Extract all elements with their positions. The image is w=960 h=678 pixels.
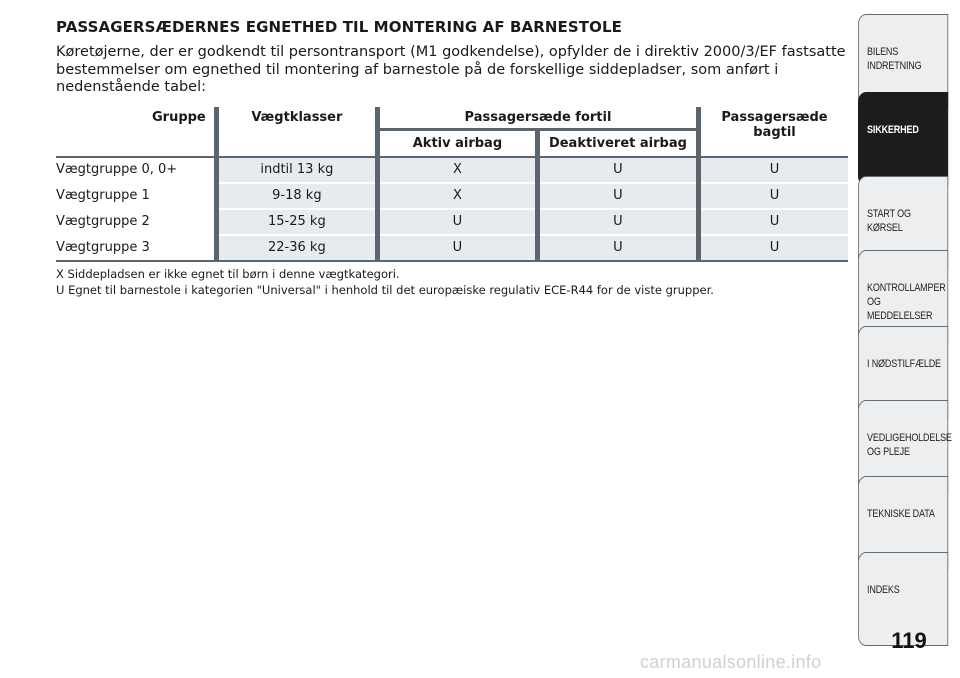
cell-deaktiveret: U bbox=[537, 158, 698, 183]
table-row bbox=[56, 209, 848, 235]
cell-vaegt: 9-18 kg bbox=[216, 183, 377, 209]
section-title: PASSAGERSÆDERNES EGNETHED TIL MONTERING AF BARNESTOLE bbox=[56, 18, 622, 36]
tab-label-line2: OG MEDDELELSER bbox=[867, 296, 933, 322]
cell-gruppe: Vægtgruppe 1 bbox=[56, 183, 216, 209]
cell-deaktiveret: U bbox=[537, 209, 698, 235]
note-x: X Siddepladsen er ikke egnet til børn i denne vægtkategori. bbox=[56, 266, 400, 281]
tab-label-line2: OG PLEJE bbox=[867, 446, 910, 458]
header-deaktiveret-airbag: Deaktiveret airbag bbox=[537, 129, 698, 157]
cell-aktiv: X bbox=[377, 183, 537, 209]
tab-label: KONTROLLAMPER bbox=[867, 282, 946, 294]
table-row bbox=[56, 158, 848, 183]
cell-aktiv: U bbox=[377, 209, 537, 235]
tab-label: SIKKERHED bbox=[867, 124, 919, 136]
page-number: 119 bbox=[891, 628, 927, 653]
header-aktiv-airbag: Aktiv airbag bbox=[377, 129, 537, 157]
cell-aktiv: U bbox=[377, 235, 537, 261]
page-content bbox=[56, 18, 846, 298]
watermark: carmanualsonline.info bbox=[640, 652, 822, 672]
cell-vaegt: indtil 13 kg bbox=[216, 158, 377, 183]
table-notes bbox=[56, 266, 846, 298]
tab-label: INDEKS bbox=[867, 584, 900, 596]
tab-label: VEDLIGEHOLDELSE bbox=[867, 432, 952, 444]
cell-bagtil: U bbox=[698, 158, 848, 183]
note-u: U Egnet til barnestole i kategorien "Universal" i henhold til det europæiske regulativ ECE-R44 for de viste grupper. bbox=[56, 282, 714, 297]
tab-sikkerhed[interactable] bbox=[858, 92, 948, 186]
tab-label: I NØDSTILFÆLDE bbox=[867, 358, 941, 370]
table-row bbox=[56, 183, 848, 209]
cell-gruppe: Vægtgruppe 0, 0+ bbox=[56, 158, 216, 183]
cell-gruppe: Vægtgruppe 2 bbox=[56, 209, 216, 235]
chapter-tabs bbox=[858, 0, 960, 678]
header-passagersaede-bagtil: Passagersæde bagtil bbox=[698, 107, 848, 157]
child-seat-table bbox=[56, 107, 848, 262]
tab-label: TEKNISKE DATA bbox=[867, 508, 935, 520]
header-gruppe: Gruppe bbox=[151, 109, 206, 125]
header-vaegtklasser: Vægtklasser bbox=[216, 107, 377, 157]
cell-bagtil: U bbox=[698, 235, 848, 261]
cell-bagtil: U bbox=[698, 183, 848, 209]
tab-label: START OG KØRSEL bbox=[867, 208, 911, 234]
header-passagersaede-fortil: Passagersæde fortil bbox=[377, 107, 698, 130]
cell-vaegt: 22-36 kg bbox=[216, 235, 377, 261]
cell-vaegt: 15-25 kg bbox=[216, 209, 377, 235]
cell-deaktiveret: U bbox=[537, 235, 698, 261]
cell-bagtil: U bbox=[698, 209, 848, 235]
cell-gruppe: Vægtgruppe 3 bbox=[56, 235, 216, 261]
tab-label: BILENS INDRETNING bbox=[867, 46, 922, 72]
cell-aktiv: X bbox=[377, 158, 537, 183]
table-row bbox=[56, 235, 848, 261]
cell-deaktiveret: U bbox=[537, 183, 698, 209]
intro-paragraph: Køretøjerne, der er godkendt til persontransport (M1 godkendelse), opfylder de i direktiv 2000/3/EF fastsatte bestemmelser om egnethed til montering af barnestole på de forskellige siddepladser, som anført i nedenstående tabel: bbox=[56, 44, 846, 95]
